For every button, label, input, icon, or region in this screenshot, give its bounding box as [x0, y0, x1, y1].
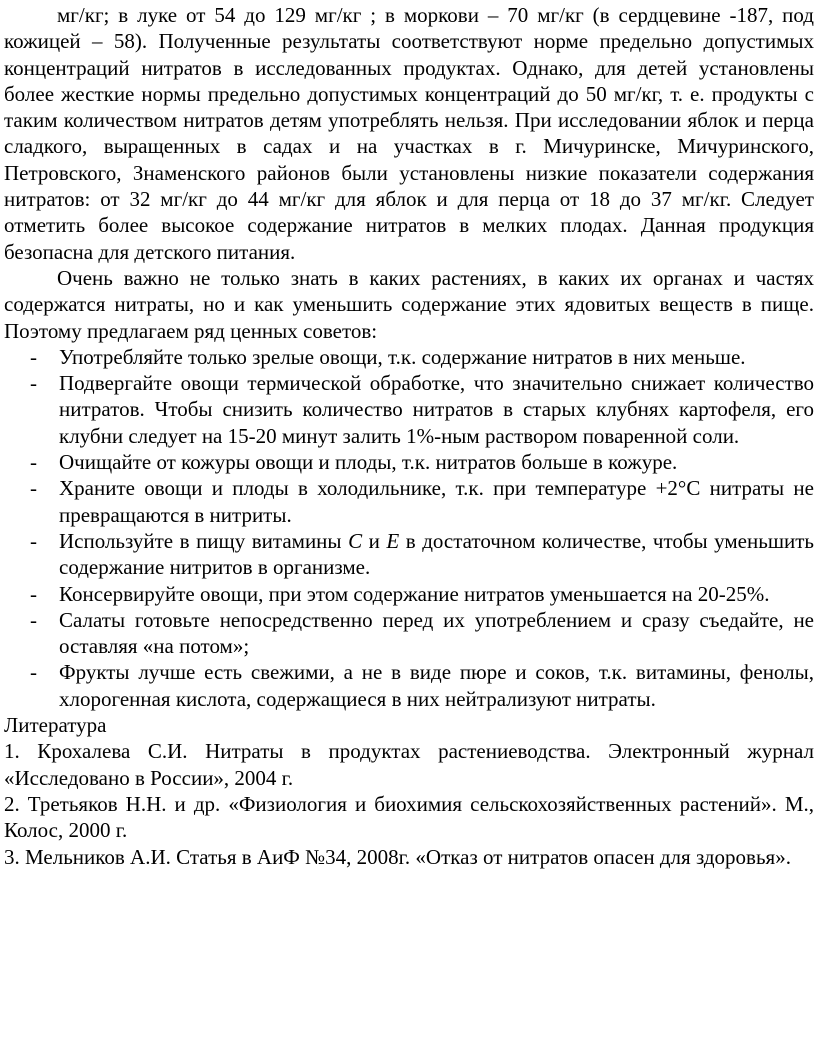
advice-item-text: Салаты готовьте непосредственно перед их употреблением и сразу съедайте, не оставляя «на потом»;: [59, 607, 814, 659]
advice-item-text: Фрукты лучше есть свежими, а не в виде пюре и соков, т.к. витамины, фенолы, хлорогенная кислота, содержащиеся в них нейтрализуют нитраты.: [59, 660, 814, 711]
list-dash: -: [30, 371, 37, 396]
list-dash: -: [30, 344, 37, 369]
advice-item: [4, 581, 814, 607]
advice-list: [4, 344, 814, 712]
advice-vitamins-before: Используйте в пищу витамины: [59, 528, 349, 553]
vitamin-e-letter: Е: [386, 528, 400, 553]
advice-item: [4, 607, 814, 660]
advice-item: [4, 370, 814, 449]
document-page: [0, 2, 816, 1040]
list-dash: -: [30, 476, 37, 501]
advice-item: [4, 344, 814, 370]
advice-vitamins-after: в достаточном количестве, чтобы уменьшить содержание нитритов в организме.: [59, 528, 814, 580]
advice-item-vitamins: [4, 528, 814, 581]
paragraph-nitrate-results: мг/кг; в луке от 54 до 129 мг/кг ; в моркови – 70 мг/кг (в сердцевине -187, под кожицей – 58). Полученные результаты соответствуют норме предельно допустимых концентраций нитратов в исследованных продуктах. Однако, для детей установлены более жесткие нормы предельно допустимых концентраций до 50 мг/кг, т. е. продукты с таким количеством нитратов детям употреблять нельзя. При исследовании яблок и перца сладкого, выращенных в садах и на участках в г. Мичуринске, Мичуринского, Петровского, Знаменского районов были установлены низкие показатели содержания нитратов: от 32 мг/кг до 44 мг/кг для яблок и для перца от 18 до 37 мг/кг. Следует отметить более высокое содержание нитратов в мелких плодах. Данная продукция безопасна для детского питания.: [4, 3, 814, 264]
advice-item-text: Очищайте от кожуры овощи и плоды, т.к. нитратов больше в кожуре.: [59, 450, 678, 475]
advice-item-text: Храните овощи и плоды в холодильнике, т.к. при температуре +2°С нитраты не превращаются в нитриты.: [59, 476, 814, 527]
references-list: [4, 738, 814, 869]
list-dash: -: [30, 450, 37, 475]
advice-item-text: Консервируйте овощи, при этом содержание нитратов уменьшается на 20-25%.: [59, 581, 770, 606]
reference-item: 2. Третьяков Н.Н. и др. «Физиология и биохимия сельскохозяйственных растений». М., Колос, 2000 г.: [4, 791, 814, 843]
advice-item: [4, 449, 814, 475]
advice-item: [4, 475, 814, 528]
advice-item-text: Употребляйте только зрелые овощи, т.к. содержание нитратов в них меньше.: [59, 344, 746, 369]
list-dash: -: [30, 660, 37, 685]
reference-item: 1. Крохалева С.И. Нитраты в продуктах растениеводства. Электронный журнал «Исследовано в России», 2004 г.: [4, 739, 814, 790]
paragraph-advice-intro: Очень важно не только знать в каких растениях, в каких их органах и частях содержатся нитраты, но и как уменьшить содержание этих ядовитых веществ в пище. Поэтому предлагаем ряд ценных советов:: [4, 265, 814, 343]
reference-item: 3. Мельников А.И. Статья в АиФ №34, 2008г. «Отказ от нитратов опасен для здоровья».: [4, 844, 791, 869]
advice-item: [4, 659, 814, 712]
list-dash: -: [30, 528, 37, 553]
list-dash: -: [30, 607, 37, 632]
list-dash: -: [30, 581, 37, 606]
advice-item-text: Подвергайте овощи термической обработке, что значительно снижает количество нитратов. Чтобы снизить количество нитратов в старых клубнях картофеля, его клубни следует на 15-20 минут залить 1%-ным раствором поваренной соли.: [59, 371, 814, 448]
literature-heading: Литература: [4, 713, 107, 738]
vitamin-c-letter: С: [348, 528, 363, 553]
advice-vitamins-and: и: [362, 528, 387, 553]
